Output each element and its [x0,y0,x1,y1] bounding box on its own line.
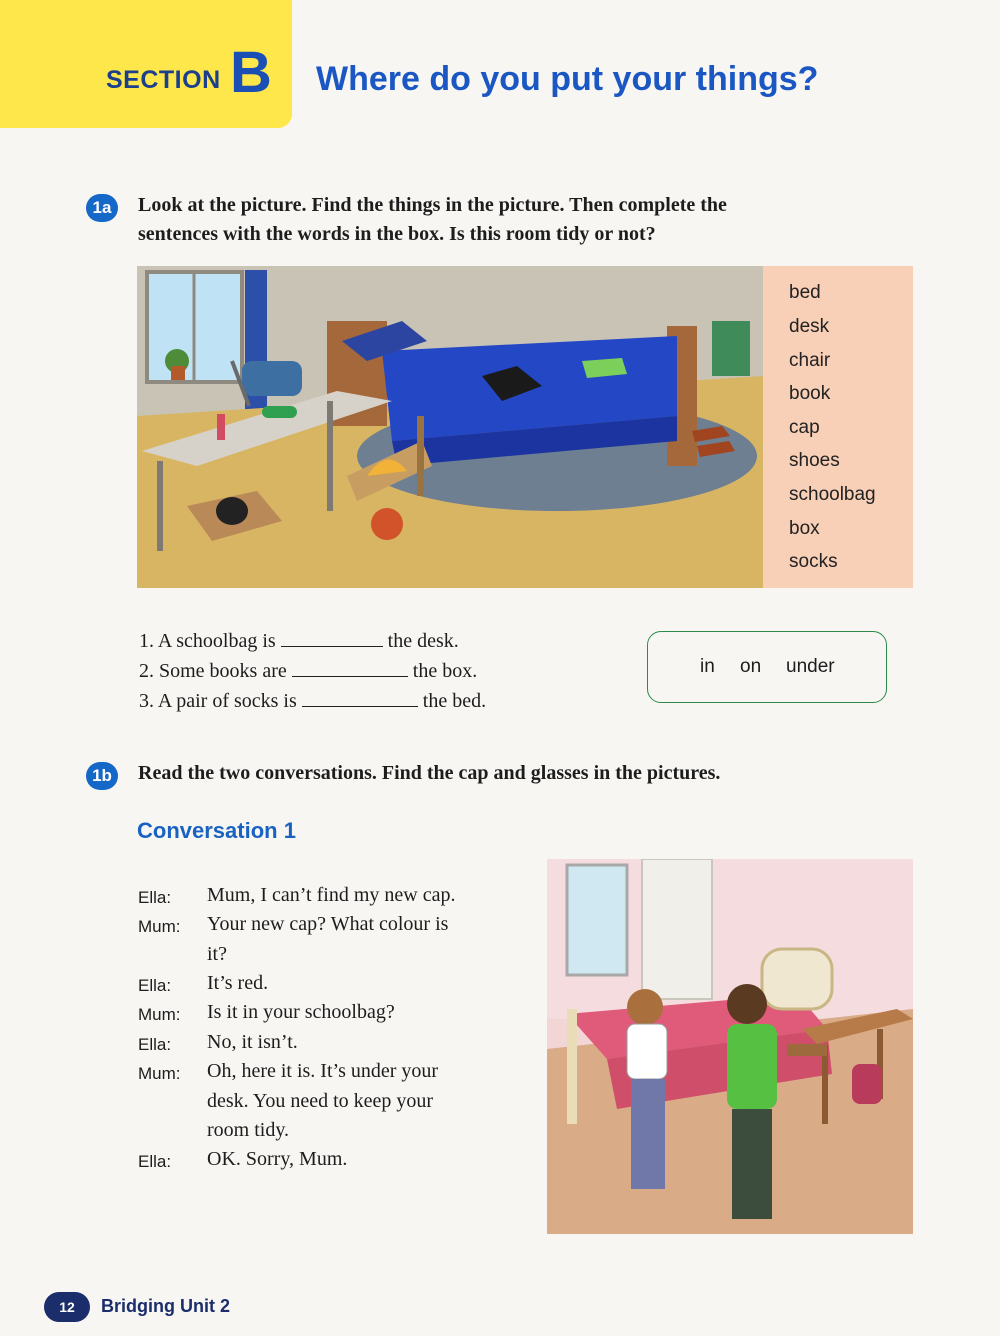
page-title: Where do you put your things? [316,60,819,98]
answer-blank-2[interactable] [292,658,408,677]
preposition-in: in [700,656,715,677]
sentence-1: 1. A schoolbag is the desk. [139,630,459,652]
word-item: schoolbag [789,484,876,505]
section-letter: B [230,40,272,105]
dialogue-line: OK. Sorry, Mum. [207,1148,348,1170]
word-item: socks [789,551,838,572]
dialogue-line: It’s red. [207,972,269,994]
dialogue-line: desk. You need to keep your [207,1090,434,1112]
exercise-1b-badge: 1b [86,762,118,790]
speaker: Ella: [138,1035,172,1054]
word-item: box [789,518,820,539]
dialogue-line: Mum, I can’t find my new cap. [207,884,456,906]
preposition-on: on [740,656,762,677]
word-item: book [789,383,831,404]
exercise-1b-instruction: Read the two conversations. Find the cap and glasses in the pictures. [138,762,721,784]
dialogue-line: No, it isn’t. [207,1031,298,1053]
exercise-1a-instruction: Look at the picture. Find the things in the picture. Then complete the sentences with the words in the box. Is this room tidy or not? [138,194,727,245]
answer-blank-1[interactable] [281,628,383,647]
conversation-title: Conversation 1 [137,818,296,843]
preposition-under: under [786,656,835,677]
answer-blank-3[interactable] [302,688,418,707]
unit-label: Bridging Unit 2 [101,1296,230,1316]
page-number: 12 [44,1292,90,1322]
girls-bedroom-illustration [547,859,913,1234]
word-item: shoes [789,450,840,471]
word-box [763,266,913,588]
messy-bedroom-illustration [137,266,763,588]
dialogue-line: it? [207,943,227,965]
word-item: desk [789,316,830,337]
speaker: Ella: [138,1152,172,1171]
speaker: Ella: [138,976,172,995]
speaker: Ella: [138,888,172,907]
preposition-box [647,631,887,703]
word-item: chair [789,350,831,371]
dialogue-line: Your new cap? What colour is [207,913,449,935]
speaker: Mum: [138,1064,181,1083]
sentence-2: 2. Some books are the box. [139,660,478,682]
dialogue-line: Oh, here it is. It’s under your [207,1060,439,1082]
word-item: cap [789,417,820,438]
dialogue-line: room tidy. [207,1119,290,1141]
sentence-3: 3. A pair of socks is the bed. [139,690,487,712]
exercise-1a-badge: 1a [86,194,118,222]
speaker: Mum: [138,917,181,936]
word-item: bed [789,282,821,303]
section-label: SECTION [106,66,221,94]
speaker: Mum: [138,1005,181,1024]
dialogue-line: Is it in your schoolbag? [207,1001,395,1023]
